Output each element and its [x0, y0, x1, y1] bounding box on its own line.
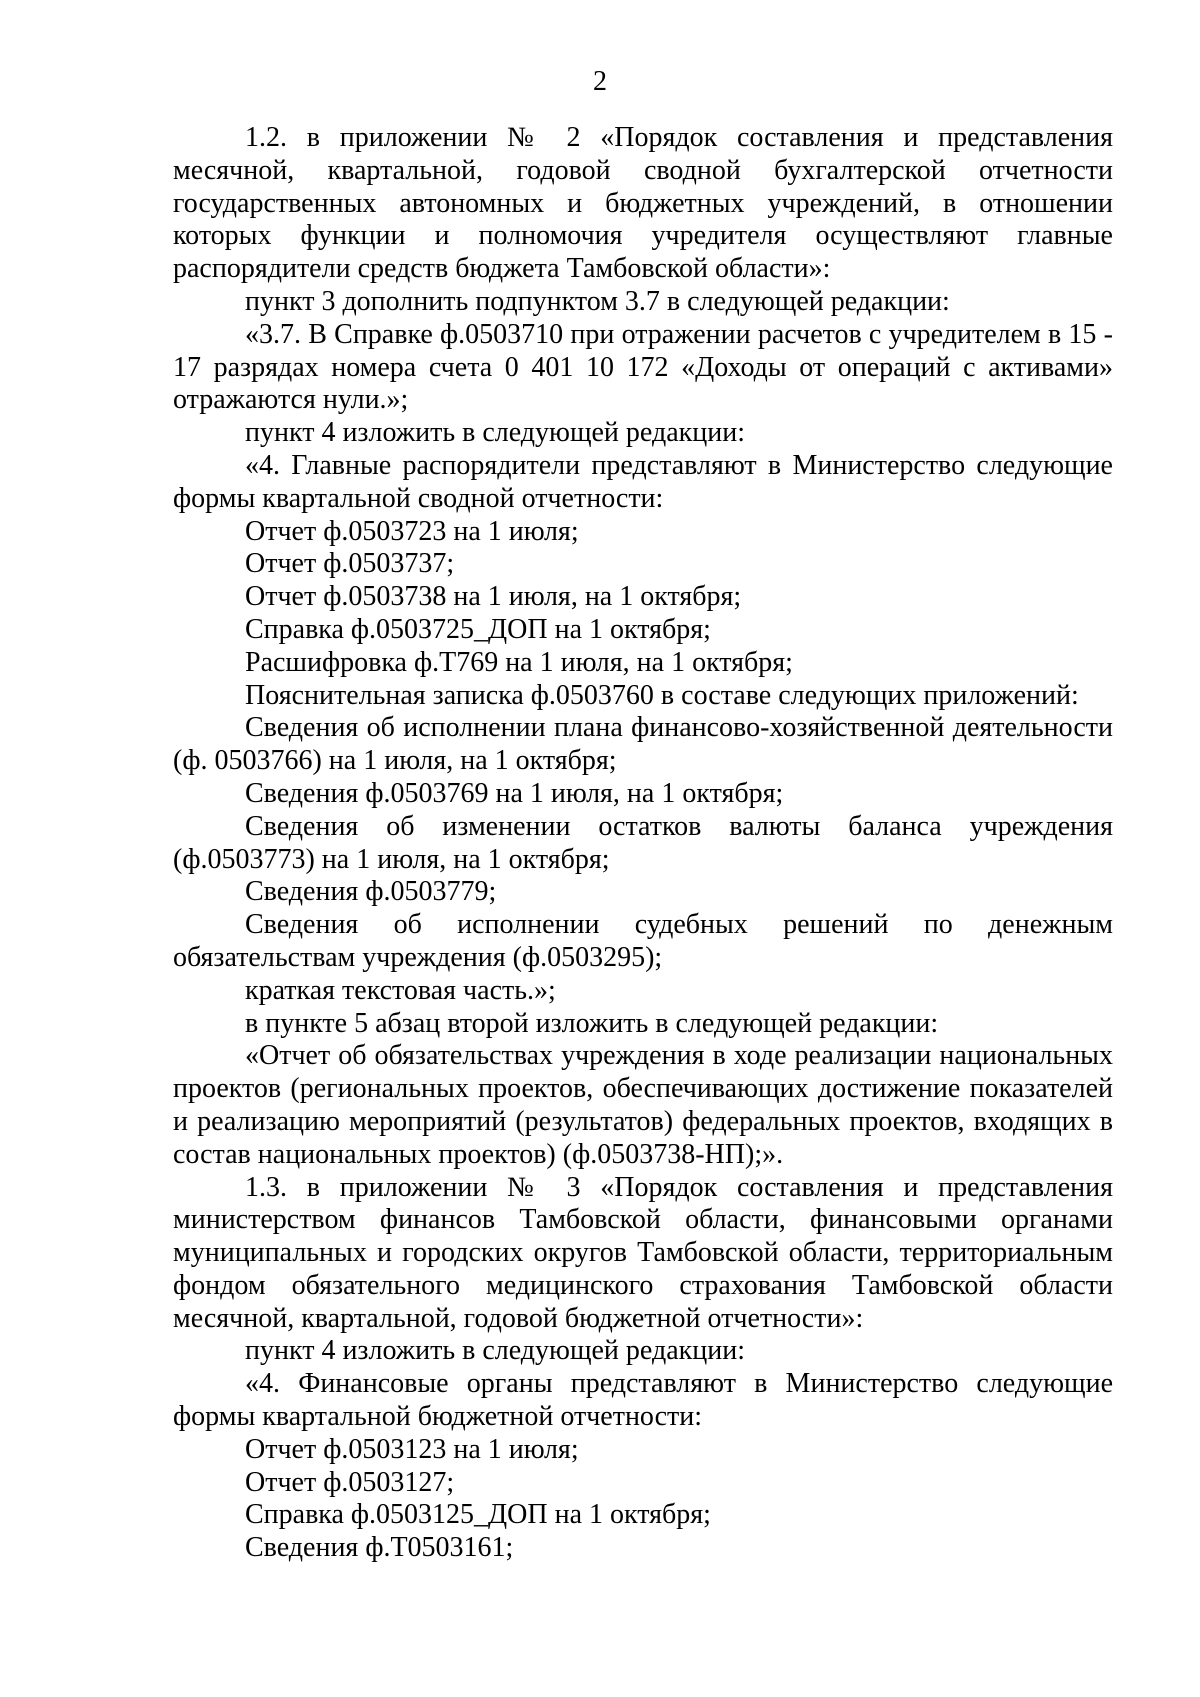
list-item: Отчет ф.0503123 на 1 июля; [245, 1433, 579, 1465]
list-item: Сведения ф.Т0503161; [245, 1532, 514, 1564]
paragraph: в пункте 5 абзац второй изложить в следующей редакции: [245, 1007, 939, 1039]
list-item: Справка ф.0503725_ДОП на 1 октября; [245, 613, 711, 645]
list-item: Сведения ф.0503769 на 1 июля, на 1 октября; [245, 777, 784, 809]
list-item: Сведения об изменении остатков валюты баланса учреждения (ф.0503773) на 1 июля, на 1 октября; [173, 810, 1113, 875]
list-item: Сведения об исполнении судебных решений по денежным обязательствам учреждения (ф.0503295); [173, 909, 1113, 973]
paragraph: «4. Финансовые органы представляют в Министерство следующие формы квартальной бюджетной отчетности: [173, 1368, 1113, 1433]
paragraph: «4. Главные распорядители представляют в Министерство следующие формы квартальной сводной отчетности: [173, 449, 1113, 514]
list-item: Отчет ф.0503738 на 1 июля, на 1 октября; [245, 581, 742, 613]
list-item: краткая текстовая часть.»; [245, 974, 556, 1006]
paragraph-1-3: 1.3. в приложении № 3 «Порядок составления и представления министерством финансов Тамбовской области, финансовыми органами муниципальных и городских округов Тамбовской области, территориальным фондом обязательного медицинского страхования Тамбовской области месячной, квартальной, годовой бюджетной отчетности»: [173, 1171, 1113, 1334]
list-item: Сведения об исполнении плана финансово-хозяйственной деятельности (ф. 0503766) на 1 июля, на 1 октября; [173, 712, 1113, 777]
document-body [173, 122, 1113, 1565]
paragraph: пункт 4 изложить в следующей редакции: [245, 417, 745, 449]
list-item: Отчет ф.0503723 на 1 июля; [245, 515, 579, 547]
list-item: Отчет ф.0503127; [245, 1466, 455, 1498]
list-item: Расшифровка ф.Т769 на 1 июля, на 1 октября; [245, 646, 793, 678]
paragraph: «Отчет об обязательствах учреждения в ходе реализации национальных проектов (региональных проектов, обеспечивающих достижение показателей и реализацию мероприятий (результатов) федеральных проектов, входящих в состав национальных проектов) (ф.0503738-НП);». [173, 1040, 1113, 1170]
list-item: Пояснительная записка ф.0503760 в составе следующих приложений: [245, 679, 1079, 711]
list-item: Справка ф.0503125_ДОП на 1 октября; [245, 1499, 711, 1531]
list-item: Отчет ф.0503737; [245, 548, 455, 580]
page-number: 2 [593, 66, 607, 97]
paragraph-1-2: 1.2. в приложении № 2 «Порядок составления и представления месячной, квартальной, годовой сводной бухгалтерской отчетности государственных автономных и бюджетных учреждений, в отношении которых функции и полномочия учредителя осуществляют главные распорядители средств бюджета Тамбовской области»: [173, 122, 1113, 285]
paragraph: пункт 4 изложить в следующей редакции: [245, 1335, 745, 1367]
paragraph: пункт 3 дополнить подпунктом 3.7 в следующей редакции: [245, 285, 950, 317]
list-item: Сведения ф.0503779; [245, 876, 497, 908]
paragraph: «3.7. В Справке ф.0503710 при отражении расчетов с учредителем в 15 - 17 разрядах номера счета 0 401 10 172 «Доходы от операций с активами» отражаются нули.»; [173, 318, 1113, 416]
